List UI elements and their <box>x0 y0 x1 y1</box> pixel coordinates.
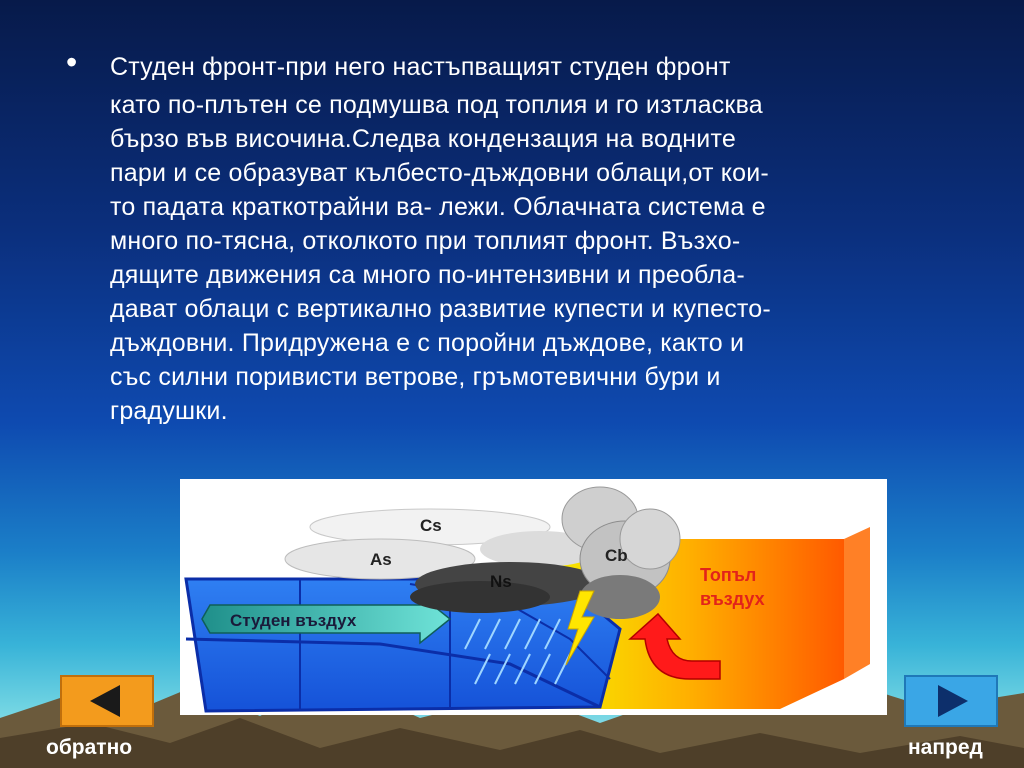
text-line: дъждовни. Придружена е с поройни дъждове, както и <box>110 329 745 357</box>
text-line: много по-тясна, отколкото при топлият фронт. Възхо- <box>110 227 741 255</box>
text-line: бързо във височина.Следва кондензация на водните <box>110 125 736 153</box>
bullet-dot: • <box>66 44 78 80</box>
text-line: то падата краткотрайни ва- лежи. Облачната система е <box>110 193 766 221</box>
cold-front-diagram <box>180 479 887 715</box>
text-line: дящите движения са много по-интензивни и преобла- <box>110 261 745 289</box>
warm-air-label-1: Топъл <box>700 565 757 585</box>
prev-label[interactable]: обратно <box>46 736 133 759</box>
text-line: Студен фронт-при него настъпващият студен фронт <box>110 53 731 81</box>
cold-air-label: Студен въздух <box>230 611 357 630</box>
arrow-right-icon <box>906 677 996 725</box>
text-line: със силни поривисти ветрове, гръмотевични бури и <box>110 363 721 391</box>
next-label[interactable]: напред <box>908 736 983 759</box>
arrow-left-icon <box>62 677 152 725</box>
ns-label: Ns <box>490 572 512 591</box>
warm-air-label-2: въздух <box>700 589 765 609</box>
next-button[interactable] <box>904 675 998 727</box>
cb-label: Cb <box>605 546 628 565</box>
cs-label: Cs <box>420 516 442 535</box>
text-line: като по-плътен се подмушва под топлия и го изтласква <box>110 91 763 119</box>
text-line: дават облаци с вертикално развитие купести и купесто- <box>110 295 771 323</box>
text-line: пари и се образуват кълбесто-дъждовни облаци,от кои- <box>110 159 769 187</box>
as-label: As <box>370 550 392 569</box>
prev-button[interactable] <box>60 675 154 727</box>
text-line: градушки. <box>110 397 228 425</box>
